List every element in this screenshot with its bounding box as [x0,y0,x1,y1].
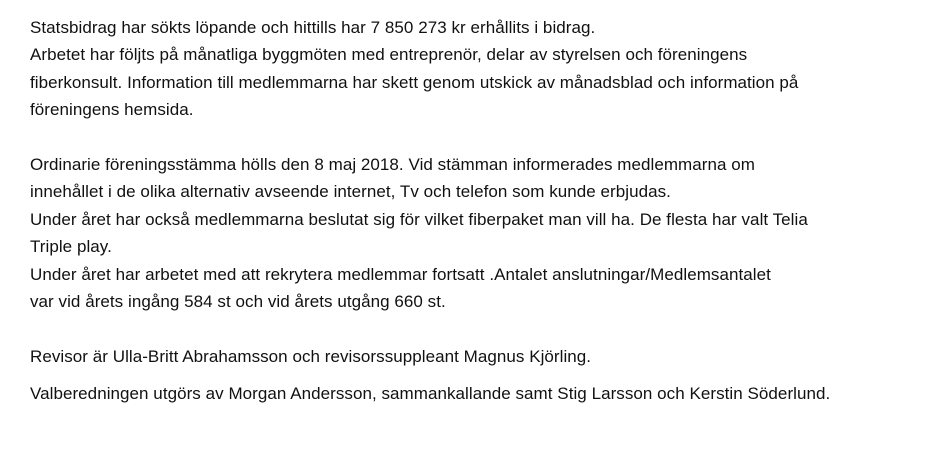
text-line: Revisor är Ulla-Britt Abrahamsson och revisorssuppleant Magnus Kjörling. [30,346,592,366]
text-line: Statsbidrag har sökts löpande och hittills har 7 850 273 kr erhållits i bidrag. [30,18,596,37]
text-line: Valberedningen utgörs av Morgan Andersson, sammankallande samt Stig Larsson och Kerstin Söderlund. [30,384,831,404]
paragraph-statsbidrag [30,14,930,124]
blank-line [30,124,930,151]
text-line: var vid årets ingång 584 st och vid årets utgång 660 st. [30,292,446,312]
paragraph-stamma [30,151,930,315]
text-line: Under året har också medlemmarna beslutat sig för vilket fiberpaket man vill ha. De flesta har valt Telia [30,209,808,229]
document-body [30,14,930,408]
text-line: fiberkonsult. Information till medlemmarna har skett genom utskick av månadsblad och information på [30,72,799,92]
text-line: föreningens hemsida. [30,100,194,120]
text-line: Triple play. [30,237,112,257]
paragraph-revisor [30,343,930,370]
blank-line [30,315,930,342]
paragraph-gap [30,370,930,380]
paragraph-valberedning [30,380,930,407]
text-line: innehållet i de olika alternativ avseende internet, Tv och telefon som kunde erbjudas. [30,182,671,202]
text-line: Under året har arbetet med att rekrytera medlemmar fortsatt .Antalet anslutningar/Medlemsantalet [30,264,771,284]
text-line: Arbetet har följts på månatliga byggmöten med entreprenör, delar av styrelsen och föreningens [30,45,748,65]
text-line: Ordinarie föreningsstämma hölls den 8 maj 2018. Vid stämman informerades medlemmarna om [30,155,755,175]
